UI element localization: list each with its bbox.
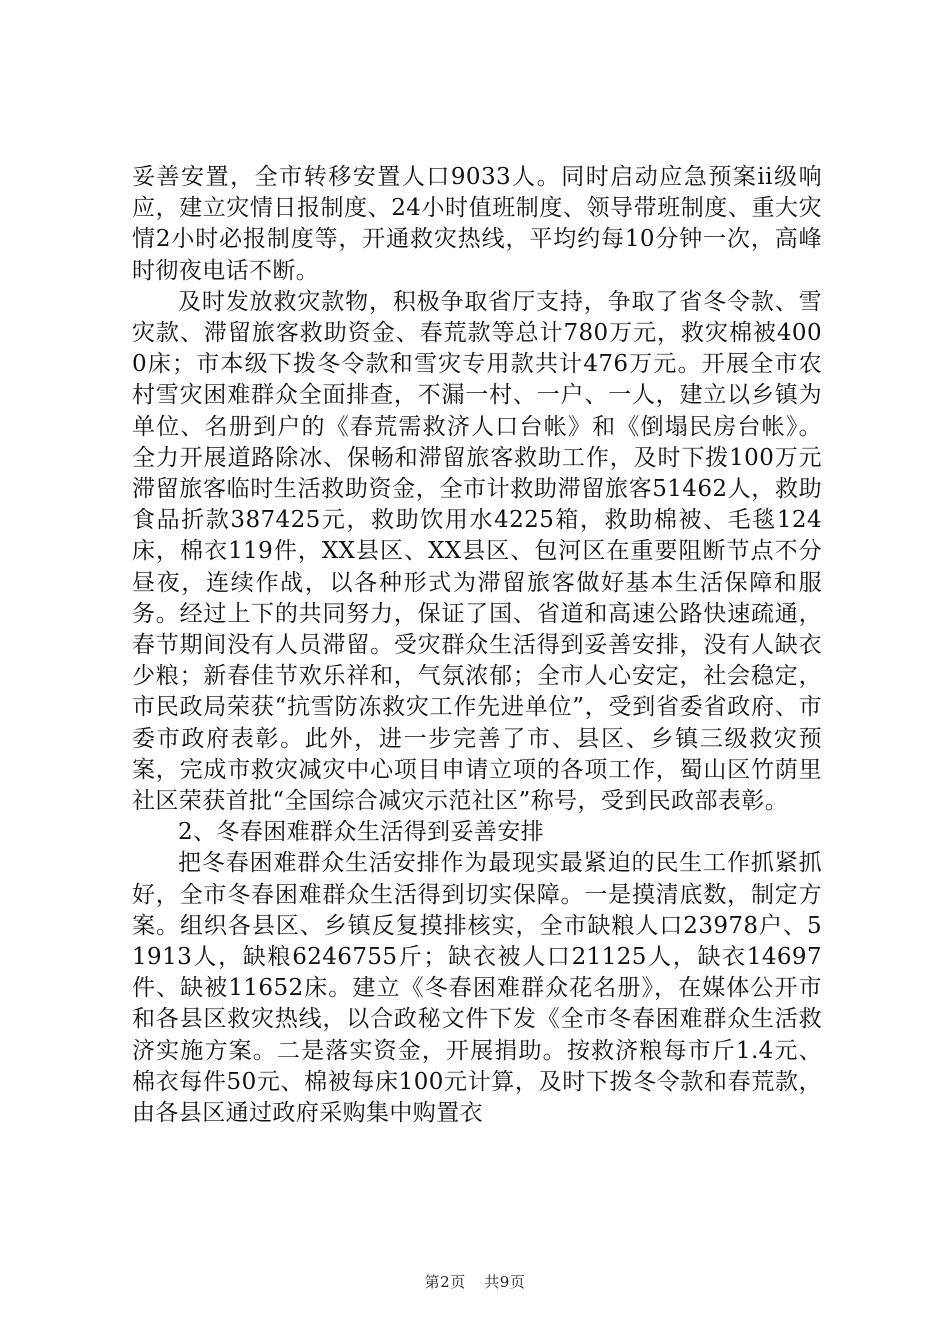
section-heading: 2、冬春困难群众生活得到妥善安排 (178, 819, 545, 846)
page-number: 第2页 (424, 1273, 466, 1291)
page-total: 共9页 (484, 1273, 526, 1291)
document-body (132, 162, 822, 1129)
page-footer (0, 1272, 950, 1292)
paragraph-winter-spring: 把冬春困难群众生活安排作为最现实最紧迫的民生工作抓紧抓好，全市冬春困难群众生活得到切实保障。一是摸清底数，制定方案。组织各县区、乡镇反复摸排核实，全市缺粮人口23978户、51913人，缺粮6246755斤；缺衣被人口21125人，缺衣14697件、缺被11652床。建立《冬春困难群众花名册》，在媒体公开市和各县区救灾热线，以合政秘文件下发《全市冬春困难群众生活救济实施方案。二是落实资金，开展捐助。按救济粮每市斤1.4元、棉衣每件50元、棉被每床100元计算，及时下拨冬令款和春荒款，由各县区通过政府采购集中购置衣 (132, 850, 822, 1127)
paragraph-relief-funds: 及时发放救灾款物，积极争取省厅支持，争取了省冬令款、雪灾款、滞留旅客救助资金、春荒款等总计780万元，救灾棉被4000床；市本级下拨冬令款和雪灾专用款共计476万元。开展全市农村雪灾困难群众全面排查，不漏一村、一户、一人，建立以乡镇为单位、名册到户的《春荒需救济人口台帐》和《倒塌民房台帐》。全力开展道路除冰、保畅和滞留旅客救助工作，及时下拨100万元滞留旅客临时生活救助资金，全市计救助滞留旅客51462人，救助食品折款387425元，救助饮用水4225箱，救助棉被、毛毯124床，棉衣119件，XX县区、XX县区、包河区在重要阻断节点不分昼夜，连续作战，以各种形式为滞留旅客做好基本生活保障和服务。经过上下的共同努力，保证了国、省道和高速公路快速疏通，春节期间没有人员滞留。受灾群众生活得到妥善安排，没有人缺衣少粮；新春佳节欢乐祥和，气氛浓郁；全市人心安定，社会稳定，市民政局荣获“抗雪防冻救灾工作先进单位”，受到省委省政府、市委市政府表彰。此外，进一步完善了市、县区、乡镇三级救灾预案，完成市救灾减灾中心项目申请立项的各项工作，蜀山区竹荫里社区荣获首批“全国综合减灾示范社区”称号，受到民政部表彰。 (132, 288, 822, 815)
paragraph-continuation: 妥善安置，全市转移安置人口9033人。同时启动应急预案ii级响应，建立灾情日报制度、24小时值班制度、领导带班制度、重大灾情2小时必报制度等，开通救灾热线，平均约每10分钟一次，高峰时彻夜电话不断。 (132, 164, 822, 284)
